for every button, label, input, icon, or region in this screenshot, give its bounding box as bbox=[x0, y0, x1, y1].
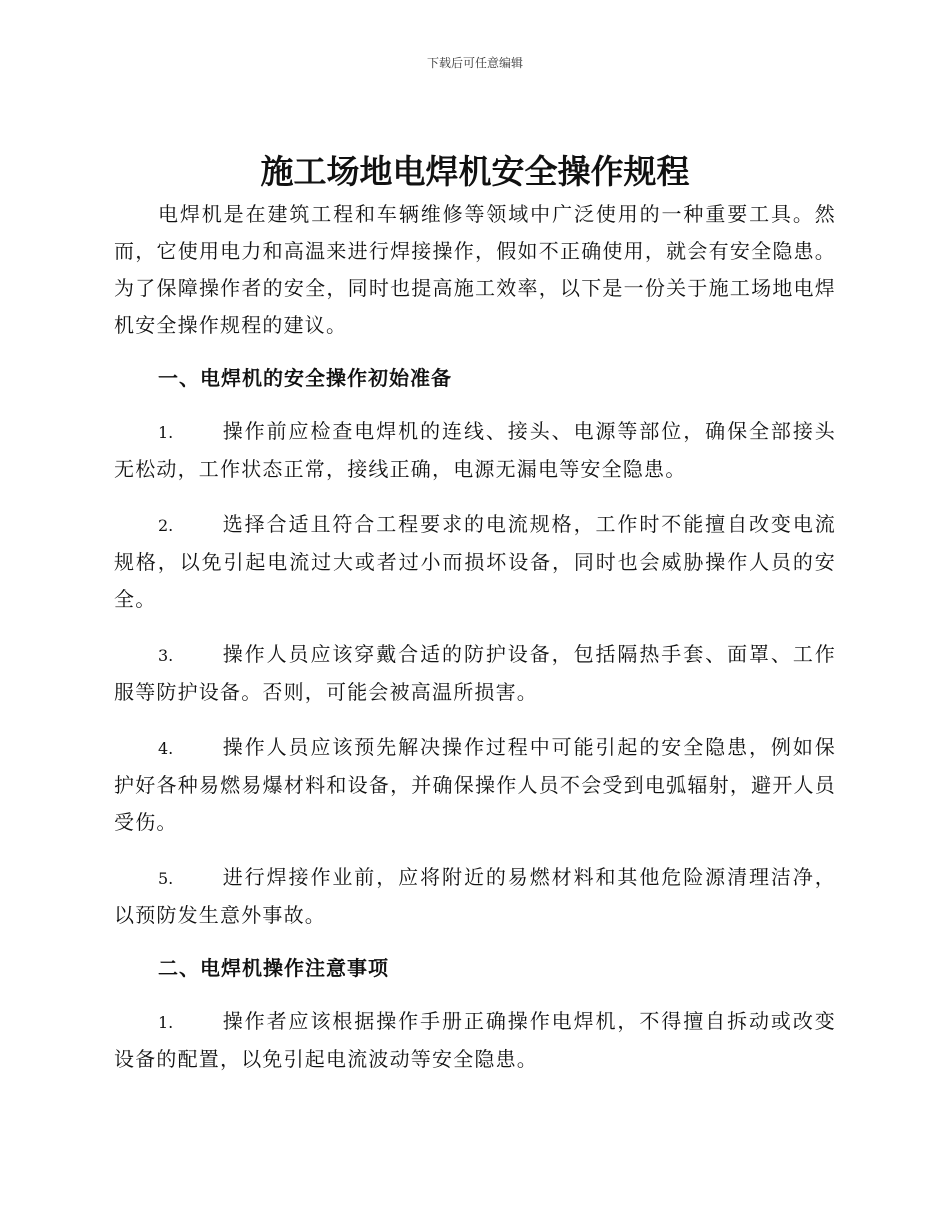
list-item bbox=[114, 636, 836, 711]
list-item-text: 操作前应检查电焊机的连线、接头、电源等部位，确保全部接头无松动，工作状态正常，接线正确，电源无漏电等安全隐患。 bbox=[114, 419, 836, 481]
document-title: 施工场地电焊机安全操作规程 bbox=[260, 152, 690, 191]
list-item bbox=[114, 729, 836, 841]
section-heading-2: 二、电焊机操作注意事项 bbox=[158, 956, 389, 980]
page-header-note: 下载后可任意编辑 bbox=[426, 56, 523, 70]
section-heading-1: 一、电焊机的安全操作初始准备 bbox=[158, 366, 452, 390]
list-item-text: 进行焊接作业前，应将附近的易燃材料和其他危险源清理洁净，以预防发生意外事故。 bbox=[114, 865, 836, 927]
list-item-number: 1. bbox=[158, 1013, 174, 1032]
list-item-text: 操作人员应该穿戴合适的防护设备，包括隔热手套、面罩、工作服等防护设备。否则，可能会被高温所损害。 bbox=[114, 642, 836, 704]
list-item-text: 选择合适且符合工程要求的电流规格，工作时不能擅自改变电流规格，以免引起电流过大或者过小而损坏设备，同时也会威胁操作人员的安全。 bbox=[114, 512, 836, 611]
list-item-number: 2. bbox=[158, 516, 174, 535]
list-item bbox=[114, 413, 836, 488]
list-item-number: 1. bbox=[158, 423, 174, 442]
list-item bbox=[114, 1003, 836, 1078]
document-body bbox=[114, 196, 836, 1078]
list-item bbox=[114, 506, 836, 618]
list-item-number: 4. bbox=[158, 739, 174, 758]
list-item-number: 3. bbox=[158, 646, 174, 665]
intro-paragraph: 电焊机是在建筑工程和车辆维修等领域中广泛使用的一种重要工具。然而，它使用电力和高温来进行焊接操作，假如不正确使用，就会有安全隐患。为了保障操作者的安全，同时也提高施工效率，以下是一份关于施工场地电焊机安全操作规程的建议。 bbox=[114, 202, 836, 337]
list-item-text: 操作人员应该预先解决操作过程中可能引起的安全隐患，例如保护好各种易燃易爆材料和设备，并确保操作人员不会受到电弧辐射，避开人员受伤。 bbox=[114, 735, 836, 834]
list-item-number: 5. bbox=[158, 869, 174, 888]
list-item bbox=[114, 859, 836, 934]
list-item-text: 操作者应该根据操作手册正确操作电焊机，不得擅自拆动或改变设备的配置，以免引起电流波动等安全隐患。 bbox=[114, 1009, 836, 1071]
